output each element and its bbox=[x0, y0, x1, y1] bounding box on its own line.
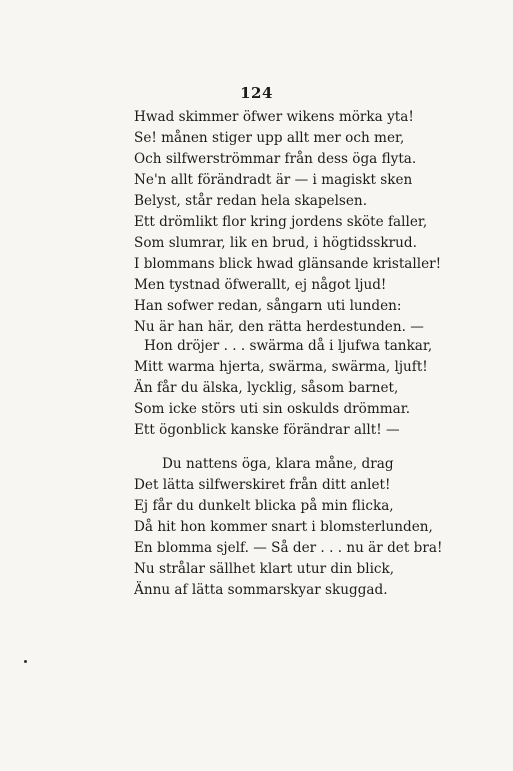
verse-line: Ett ögonblick kanske förändrar allt! — bbox=[134, 422, 400, 438]
verse-line: I blommans blick hwad glänsande kristaller! bbox=[134, 256, 442, 272]
verse-line: Hwad skimmer öfwer wikens mörka yta! bbox=[134, 109, 414, 125]
verse-line: Han sofwer redan, sångarn uti lunden: bbox=[134, 298, 402, 314]
verse-line: Belyst, står redan hela skapelsen. bbox=[134, 193, 368, 209]
verse-line: En blomma sjelf. — Så der . . . nu är det bra! bbox=[134, 540, 443, 556]
verse-line: Mitt warma hjerta, swärma, swärma, ljuft! bbox=[134, 359, 428, 375]
verse-line: Som slumrar, lik en brud, i högtidsskrud. bbox=[134, 235, 417, 251]
verse-line: Ne'n allt förändradt är — i magiskt sken bbox=[134, 172, 413, 188]
verse-line: Ett drömlikt flor kring jordens sköte faller, bbox=[134, 214, 428, 230]
verse-line: Och silfwerströmmar från dess öga flyta. bbox=[134, 151, 417, 167]
verse-line: Det lätta silfwerskiret från ditt anlet! bbox=[134, 477, 391, 493]
verse-line: Än får du älska, lycklig, såsom barnet, bbox=[134, 380, 399, 396]
verse-line: Nu är han här, den rätta herdestunden. — bbox=[134, 319, 424, 335]
verse-line: Men tystnad öfwerallt, ej något ljud! bbox=[134, 277, 387, 293]
margin-mark bbox=[24, 660, 27, 663]
verse-line: Då hit hon kommer snart i blomsterlunden, bbox=[134, 519, 433, 535]
verse-line: Ännu af lätta sommarskyar skuggad. bbox=[134, 582, 388, 598]
verse-line: Nu strålar sällhet klart utur din blick, bbox=[134, 561, 395, 577]
verse-line: Se! månen stiger upp allt mer och mer, bbox=[134, 130, 405, 146]
verse-line: Ej får du dunkelt blicka på min flicka, bbox=[134, 498, 394, 514]
verse-line: Som icke störs uti sin oskulds drömmar. bbox=[134, 401, 411, 417]
verse-line: Du nattens öga, klara måne, drag bbox=[162, 456, 394, 472]
page-number: 124 bbox=[240, 84, 273, 102]
verse-line: Hon dröjer . . . swärma då i ljufwa tankar, bbox=[144, 338, 433, 354]
